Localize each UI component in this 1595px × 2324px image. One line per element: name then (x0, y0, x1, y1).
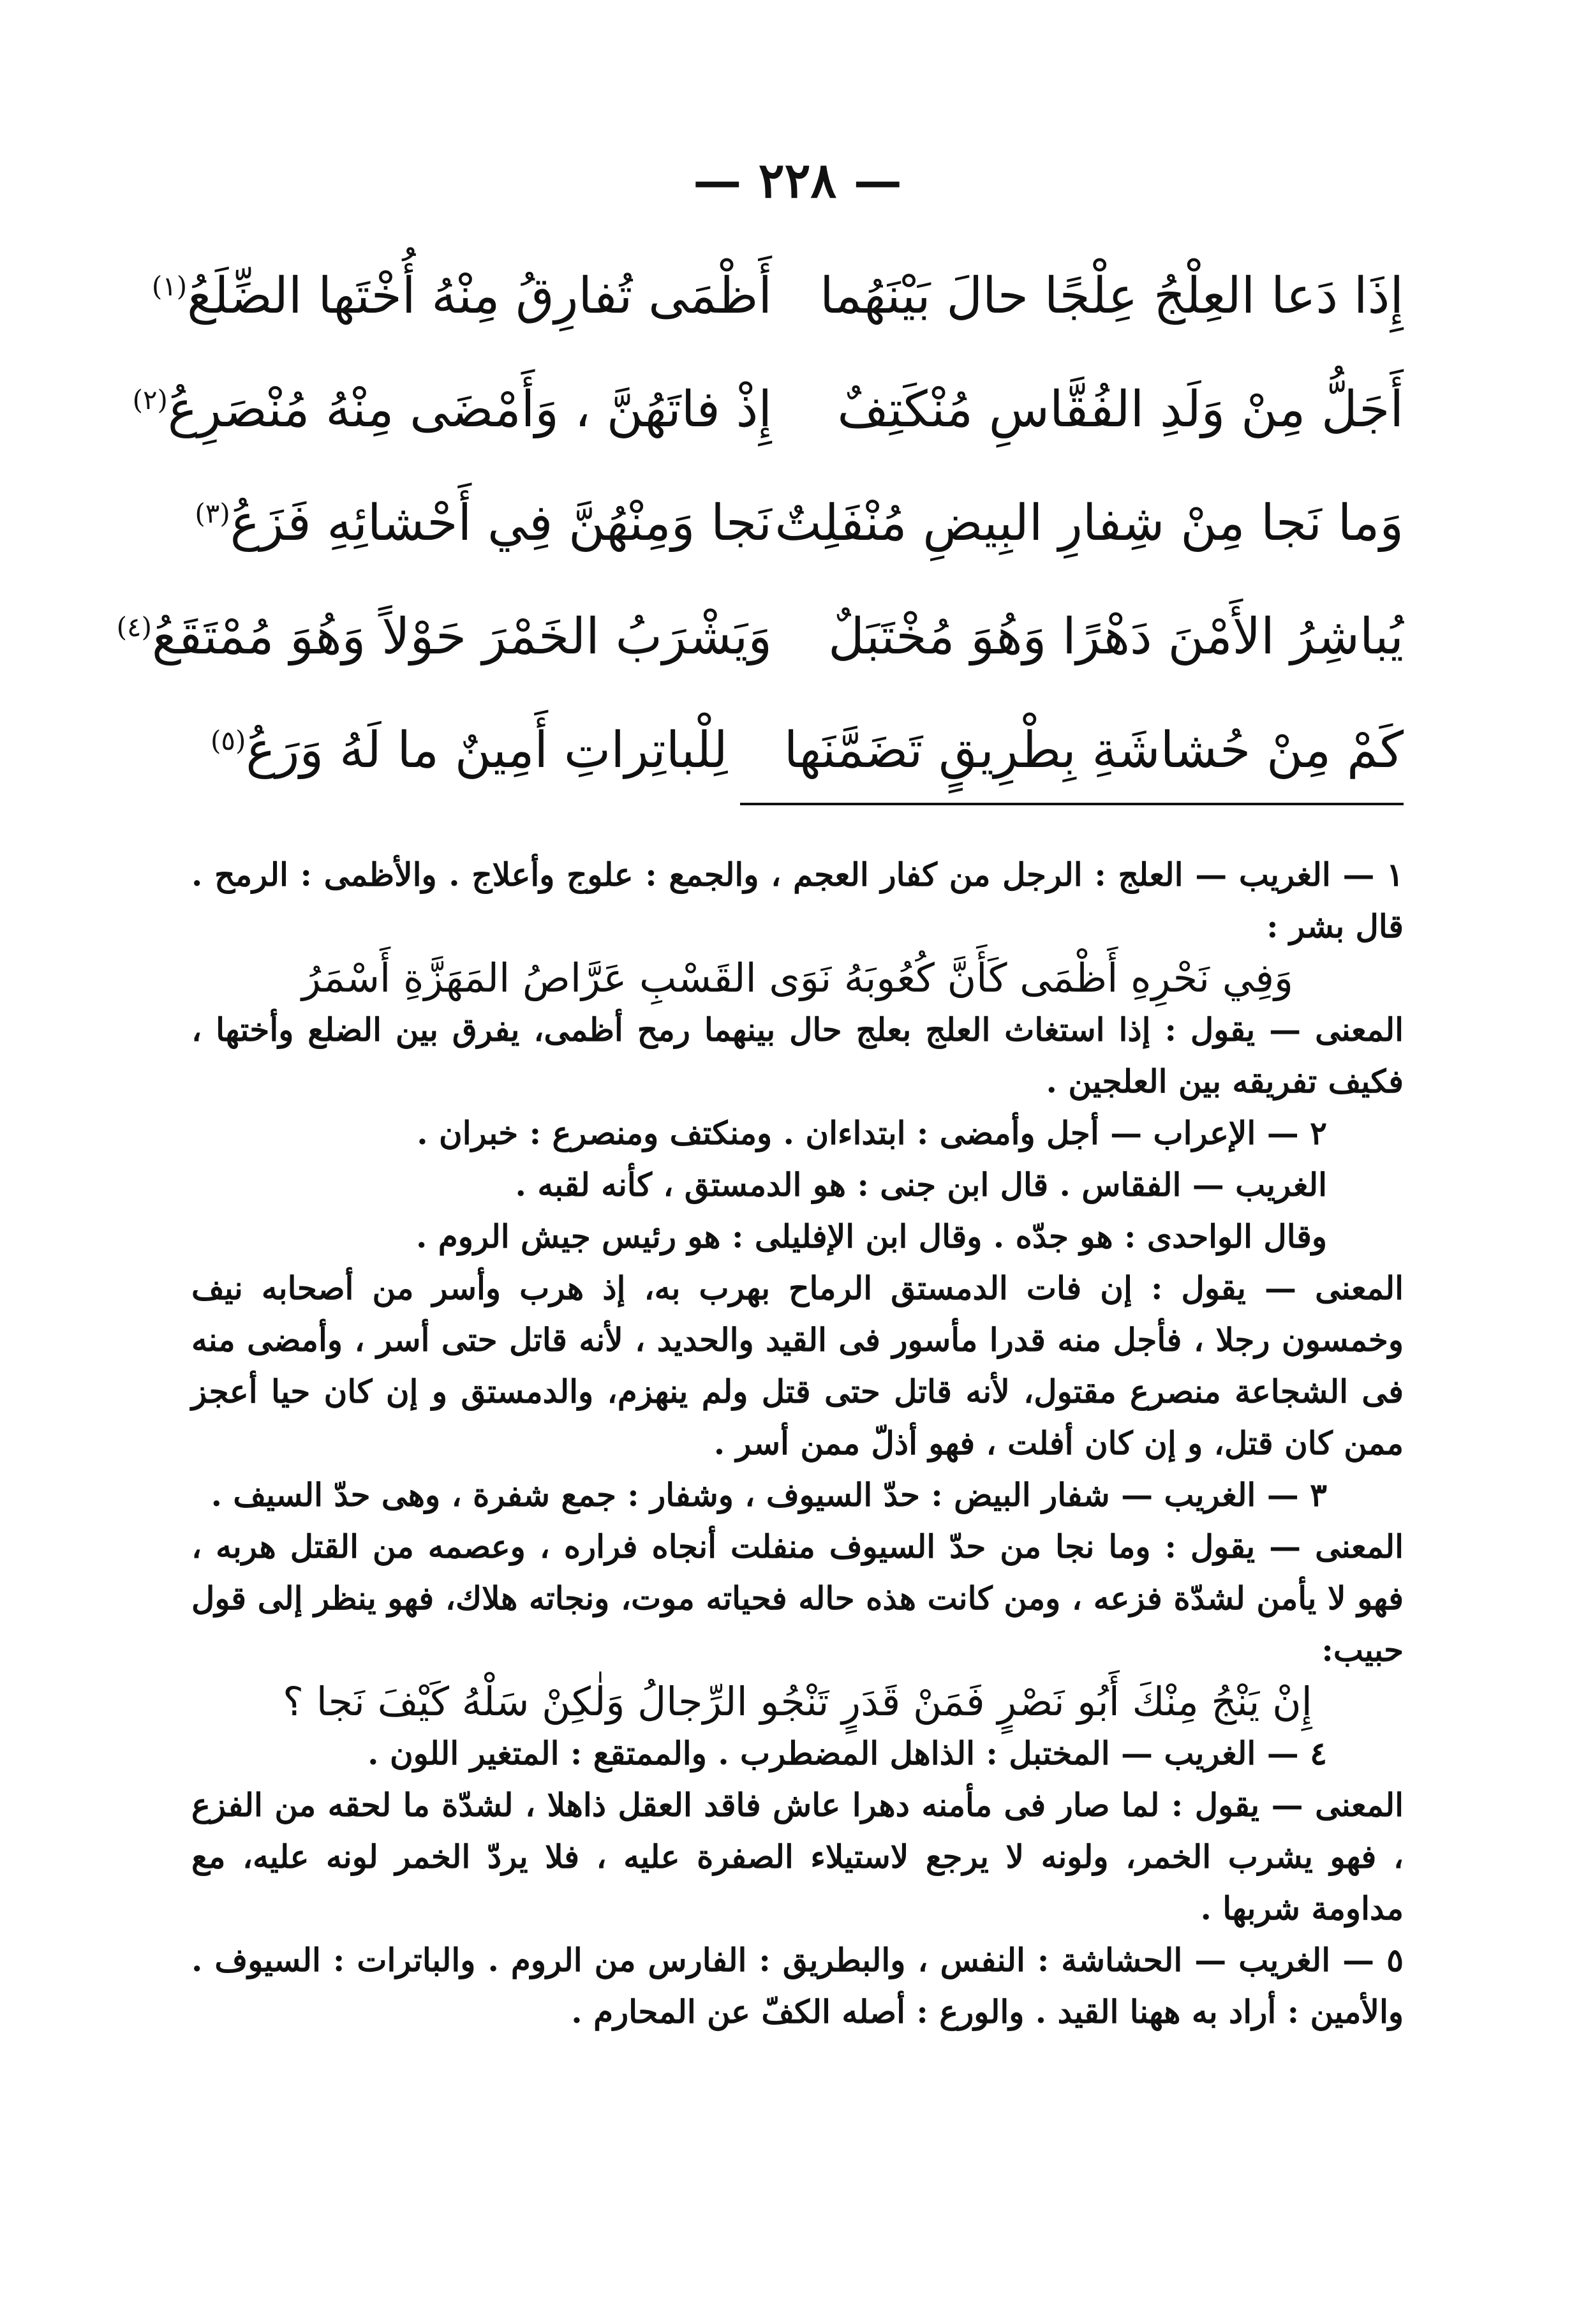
verse-second-hemistich (151, 267, 772, 325)
verse-second-hemistich (132, 381, 772, 438)
verse-first-hemistich: أَجَلُّ مِنْ وَلَدِ الفُقَّاسِ مُنْكَتِفٌ (837, 381, 1404, 438)
verse-second-hemistich (116, 608, 772, 666)
hemistich-text: أَظْمَى تُفارِقُ مِنْهُ أُخْتَها الضِّلَعُ (187, 267, 772, 325)
footnote-paragraph: المعنى — يقول : إذا استغاث العلج بعلج حال بينهما رمح أظمى، يفرق بين الضلع وأختها ، فكيف تفريقه بين العلجين . (191, 1011, 1404, 1100)
footnote-paragraph: ٥ — الغريب — الحشاشة : النفس ، والبطريق : الفارس من الروم . والباترات : السيوف . والأمين : أراد به ههنا القيد . والورع : أصله الكفّ عن المحارم . (191, 1941, 1404, 2030)
verse-line (195, 466, 1404, 580)
hemistich-text: إِذْ فاتَهُنَّ ، وَأَمْضَى مِنْهُ مُنْصَرِعُ (167, 381, 772, 438)
hemistich-text: نَجا وَمِنْهُنَّ فِي أَحْشائِهِ فَزَعُ (230, 495, 772, 552)
verse-second-hemistich (211, 722, 772, 779)
footnote-paragraph: ٤ — الغريب — المختبل : الذاهل المضطرب . والممتقع : المتغير اللون . (367, 1734, 1327, 1772)
verse-line (132, 353, 1404, 466)
footnote-marker: (٣) (195, 498, 230, 529)
footnote-marker: (٢) (132, 384, 168, 415)
footnote-paragraph: الغريب — الفقاس . قال ابن جنى : هو الدمستق ، كأنه لقبه . (515, 1166, 1327, 1203)
footnote-paragraph: ١ — الغريب — العلج : الرجل من كفار العجم ، والجمع : علوج وأعلاج . والأظمى : الرمح . قال بشر : (191, 856, 1404, 945)
quoted-verse: إِنْ يَنْجُ مِنْكَ أَبُو نَصْرٍ فَمَنْ قَدَرٍ تَنْجُو الرِّجالُ وَلٰكِنْ سَلْهُ كَيْفَ نَجا ؟ (283, 1678, 1312, 1725)
verse-first-hemistich: كَمْ مِنْ حُشاشَةِ بِطْرِيقٍ تَضَمَّنَها (783, 722, 1404, 779)
verse-first-hemistich: إِذَا دَعا العِلْجُ عِلْجًا حالَ بَيْنَهُما (819, 267, 1404, 325)
verse-first-hemistich: وَما نَجا مِنْ شِفارِ البِيضِ مُنْفَلِتٌ (775, 495, 1404, 552)
footnote-paragraph: وقال الواحدى : هو جدّه . وقال ابن الإفليلى : هو رئيس جيش الروم . (415, 1218, 1327, 1255)
footnotes (191, 849, 1404, 2037)
verse-second-hemistich (195, 495, 772, 552)
footnote-paragraph: المعنى — يقول : لما صار فى مأمنه دهرا عاش فاقد العقل ذاهلا ، لشدّة ما لحقه من الفزع ، فهو يشرب الخمر، ولونه لا يرجع لاستيلاء الصفرة عليه ، فلا يردّ الخمر لونه عليه، مع مداومة شربها . (191, 1786, 1404, 1927)
hemistich-text: وَيَشْرَبُ الخَمْرَ حَوْلاً وَهُوَ مُمْتَقَعُ (152, 608, 772, 666)
verse-line (211, 694, 1404, 807)
footnote-paragraph: ٢ — الإعراب — أجل وأمضى : ابتداءان . ومنكتف ومنصرع : خبران . (417, 1114, 1327, 1152)
footnote-marker: (٤) (116, 611, 152, 643)
page-number: — ٢٢٨ — (693, 152, 902, 209)
footnote-divider (740, 803, 1404, 805)
footnote-paragraph: المعنى — يقول : وما نجا من حدّ السيوف منفلت أنجاه فراره ، وعصمه من القتل هربه ، فهو لا يأمن لشدّة فزعه ، ومن كانت هذه حاله فحياته موت، ونجاته هلاك، فهو ينظر إلى قول حبيب: (191, 1528, 1404, 1669)
footnote-marker: (١) (151, 271, 188, 302)
verse-first-hemistich: يُباشِرُ الأَمْنَ دَهْرًا وَهُوَ مُخْتَبَلٌ (828, 608, 1404, 666)
poem-verses (116, 239, 1404, 807)
footnote-paragraph: المعنى — يقول : إن فات الدمستق الرماح بهرب به، إذ هرب وأسر من أصحابه نيف وخمسون رجلا ، فأجل منه قدرا مأسور فى القيد والحديد ، لأنه قاتل حتى أسر ، وأمضى منه فى الشجاعة منصرع مقتول، لأنه قاتل حتى قتل ولم ينهزم، والدمستق و إن كان حيا أعجز ممن كان قتل، و إن كان أفلت ، فهو أذلّ ممن أسر . (191, 1269, 1404, 1462)
footnote-marker: (٥) (211, 725, 246, 756)
footnote-paragraph: ٣ — الغريب — شفار البيض : حدّ السيوف ، وشفار : جمع شفرة ، وهى حدّ السيف . (211, 1476, 1327, 1514)
quoted-verse: وَفِي نَحْرِهِ أَظْمَى كَأَنَّ كُعُوبَهُ نَوَى القَسْبِ عَرَّاصُ المَهَزَّةِ أَسْمَرُ (302, 955, 1293, 1001)
verse-line (151, 239, 1404, 353)
verse-line (116, 580, 1404, 694)
hemistich-text: لِلْباتِراتِ أَمِينٌ ما لَهُ وَرَعُ (246, 722, 728, 779)
